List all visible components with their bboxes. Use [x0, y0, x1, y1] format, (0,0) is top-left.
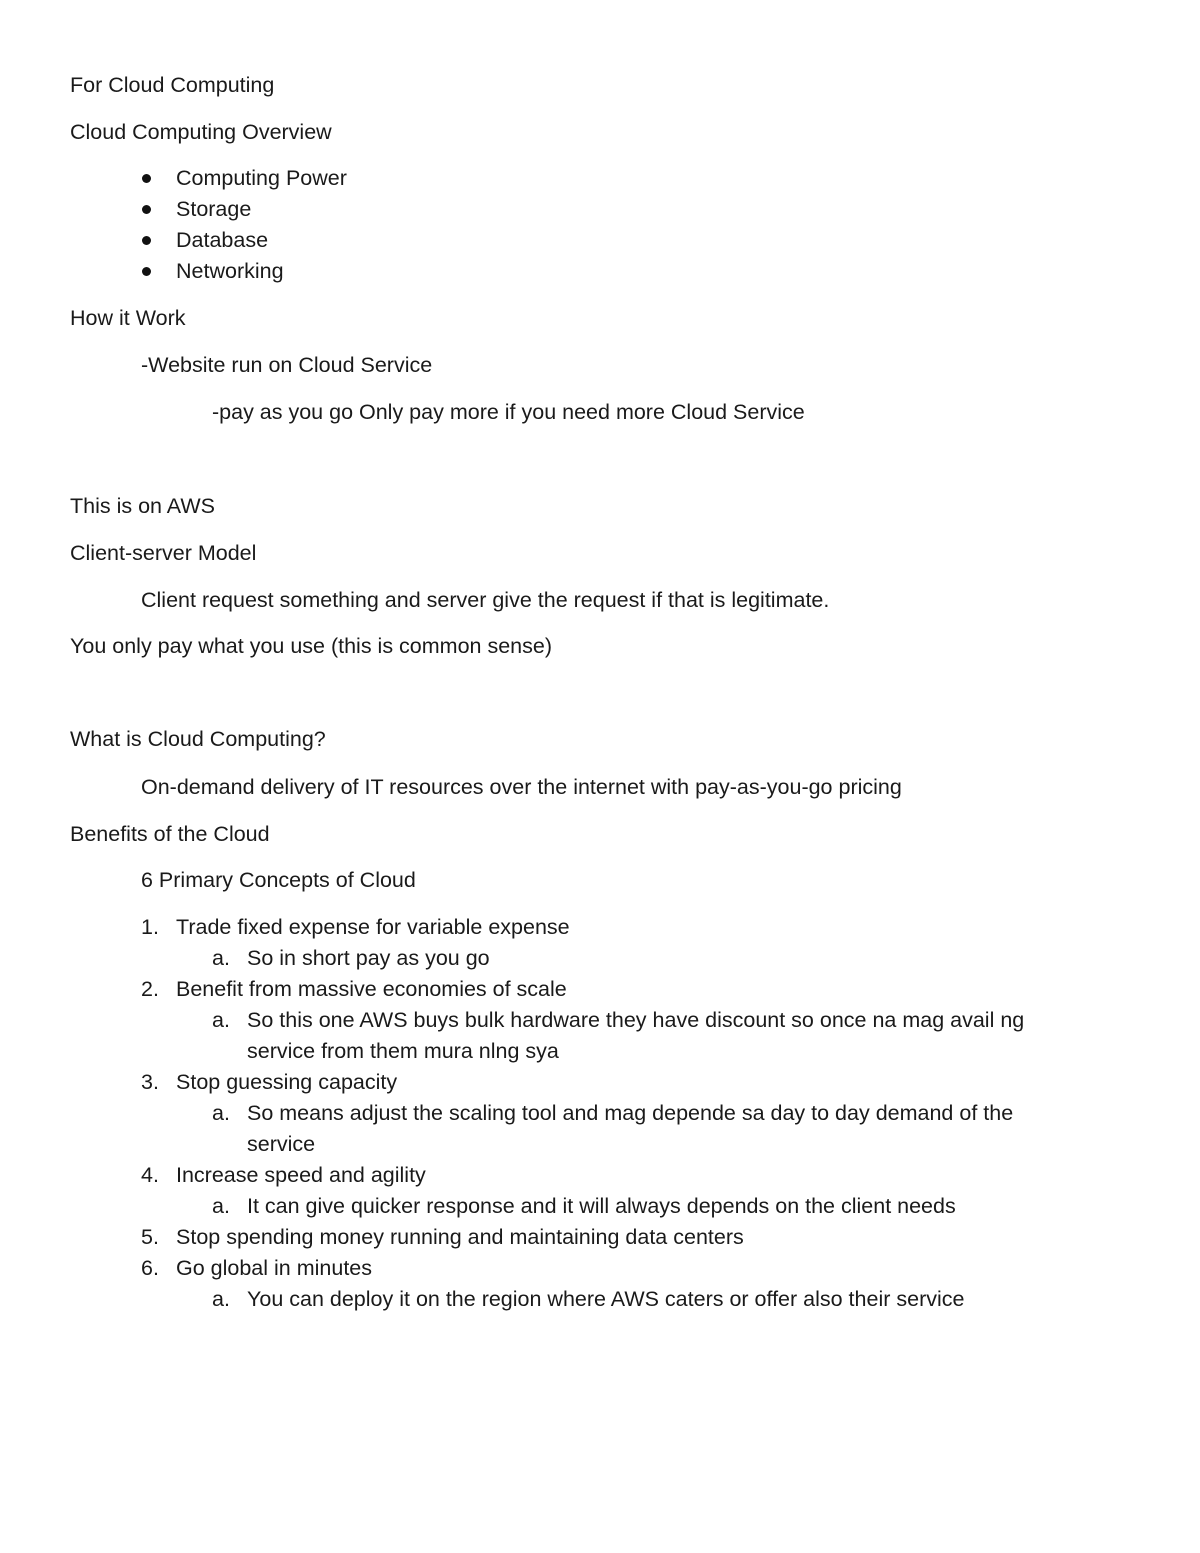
sub-list-letter: a.: [212, 946, 230, 970]
bullet-icon: [142, 174, 151, 183]
how-it-works-line: -Website run on Cloud Service: [141, 353, 433, 377]
list-item: Increase speed and agility: [176, 1163, 426, 1187]
list-item: Stop spending money running and maintaining data centers: [176, 1225, 744, 1249]
list-number: 3.: [141, 1070, 159, 1094]
list-number: 1.: [141, 915, 159, 939]
benefits-subheading: 6 Primary Concepts of Cloud: [141, 868, 416, 892]
list-item: Go global in minutes: [176, 1256, 372, 1280]
client-server-text: Client request something and server give the request if that is legitimate.: [141, 588, 830, 612]
sub-list-item: It can give quicker response and it will always depends on the client needs: [247, 1194, 956, 1218]
benefits-heading: Benefits of the Cloud: [70, 822, 270, 846]
list-number: 6.: [141, 1256, 159, 1280]
pay-note: You only pay what you use (this is common sense): [70, 634, 553, 658]
what-is-text: On-demand delivery of IT resources over the internet with pay-as-you-go pricing: [141, 775, 902, 799]
bullet-icon: [142, 267, 151, 276]
sub-list-item-continued: service: [247, 1132, 316, 1156]
sub-list-item: So means adjust the scaling tool and mag depende sa day to day demand of the: [247, 1101, 1014, 1125]
overview-heading: Cloud Computing Overview: [70, 120, 332, 144]
client-server-heading: Client-server Model: [70, 541, 257, 565]
overview-bullet-item: Networking: [176, 259, 284, 283]
document-title: For Cloud Computing: [70, 73, 275, 97]
sub-list-letter: a.: [212, 1008, 230, 1032]
aws-note: This is on AWS: [70, 494, 215, 518]
list-number: 2.: [141, 977, 159, 1001]
list-number: 4.: [141, 1163, 159, 1187]
sub-list-letter: a.: [212, 1101, 230, 1125]
sub-list-item: So this one AWS buys bulk hardware they have discount so once na mag avail ng: [247, 1008, 1025, 1032]
sub-list-letter: a.: [212, 1194, 230, 1218]
list-item: Benefit from massive economies of scale: [176, 977, 567, 1001]
sub-list-item: You can deploy it on the region where AWS caters or offer also their service: [247, 1287, 965, 1311]
bullet-icon: [142, 205, 151, 214]
bullet-icon: [142, 236, 151, 245]
list-item: Trade fixed expense for variable expense: [176, 915, 570, 939]
list-number: 5.: [141, 1225, 159, 1249]
what-is-heading: What is Cloud Computing?: [70, 727, 326, 751]
overview-bullet-item: Computing Power: [176, 166, 347, 190]
how-it-works-heading: How it Work: [70, 306, 186, 330]
list-item: Stop guessing capacity: [176, 1070, 398, 1094]
overview-bullet-item: Storage: [176, 197, 252, 221]
overview-bullet-item: Database: [176, 228, 269, 252]
how-it-works-line: -pay as you go Only pay more if you need more Cloud Service: [212, 400, 805, 424]
sub-list-letter: a.: [212, 1287, 230, 1311]
sub-list-item-continued: service from them mura nlng sya: [247, 1039, 559, 1063]
sub-list-item: So in short pay as you go: [247, 946, 490, 970]
